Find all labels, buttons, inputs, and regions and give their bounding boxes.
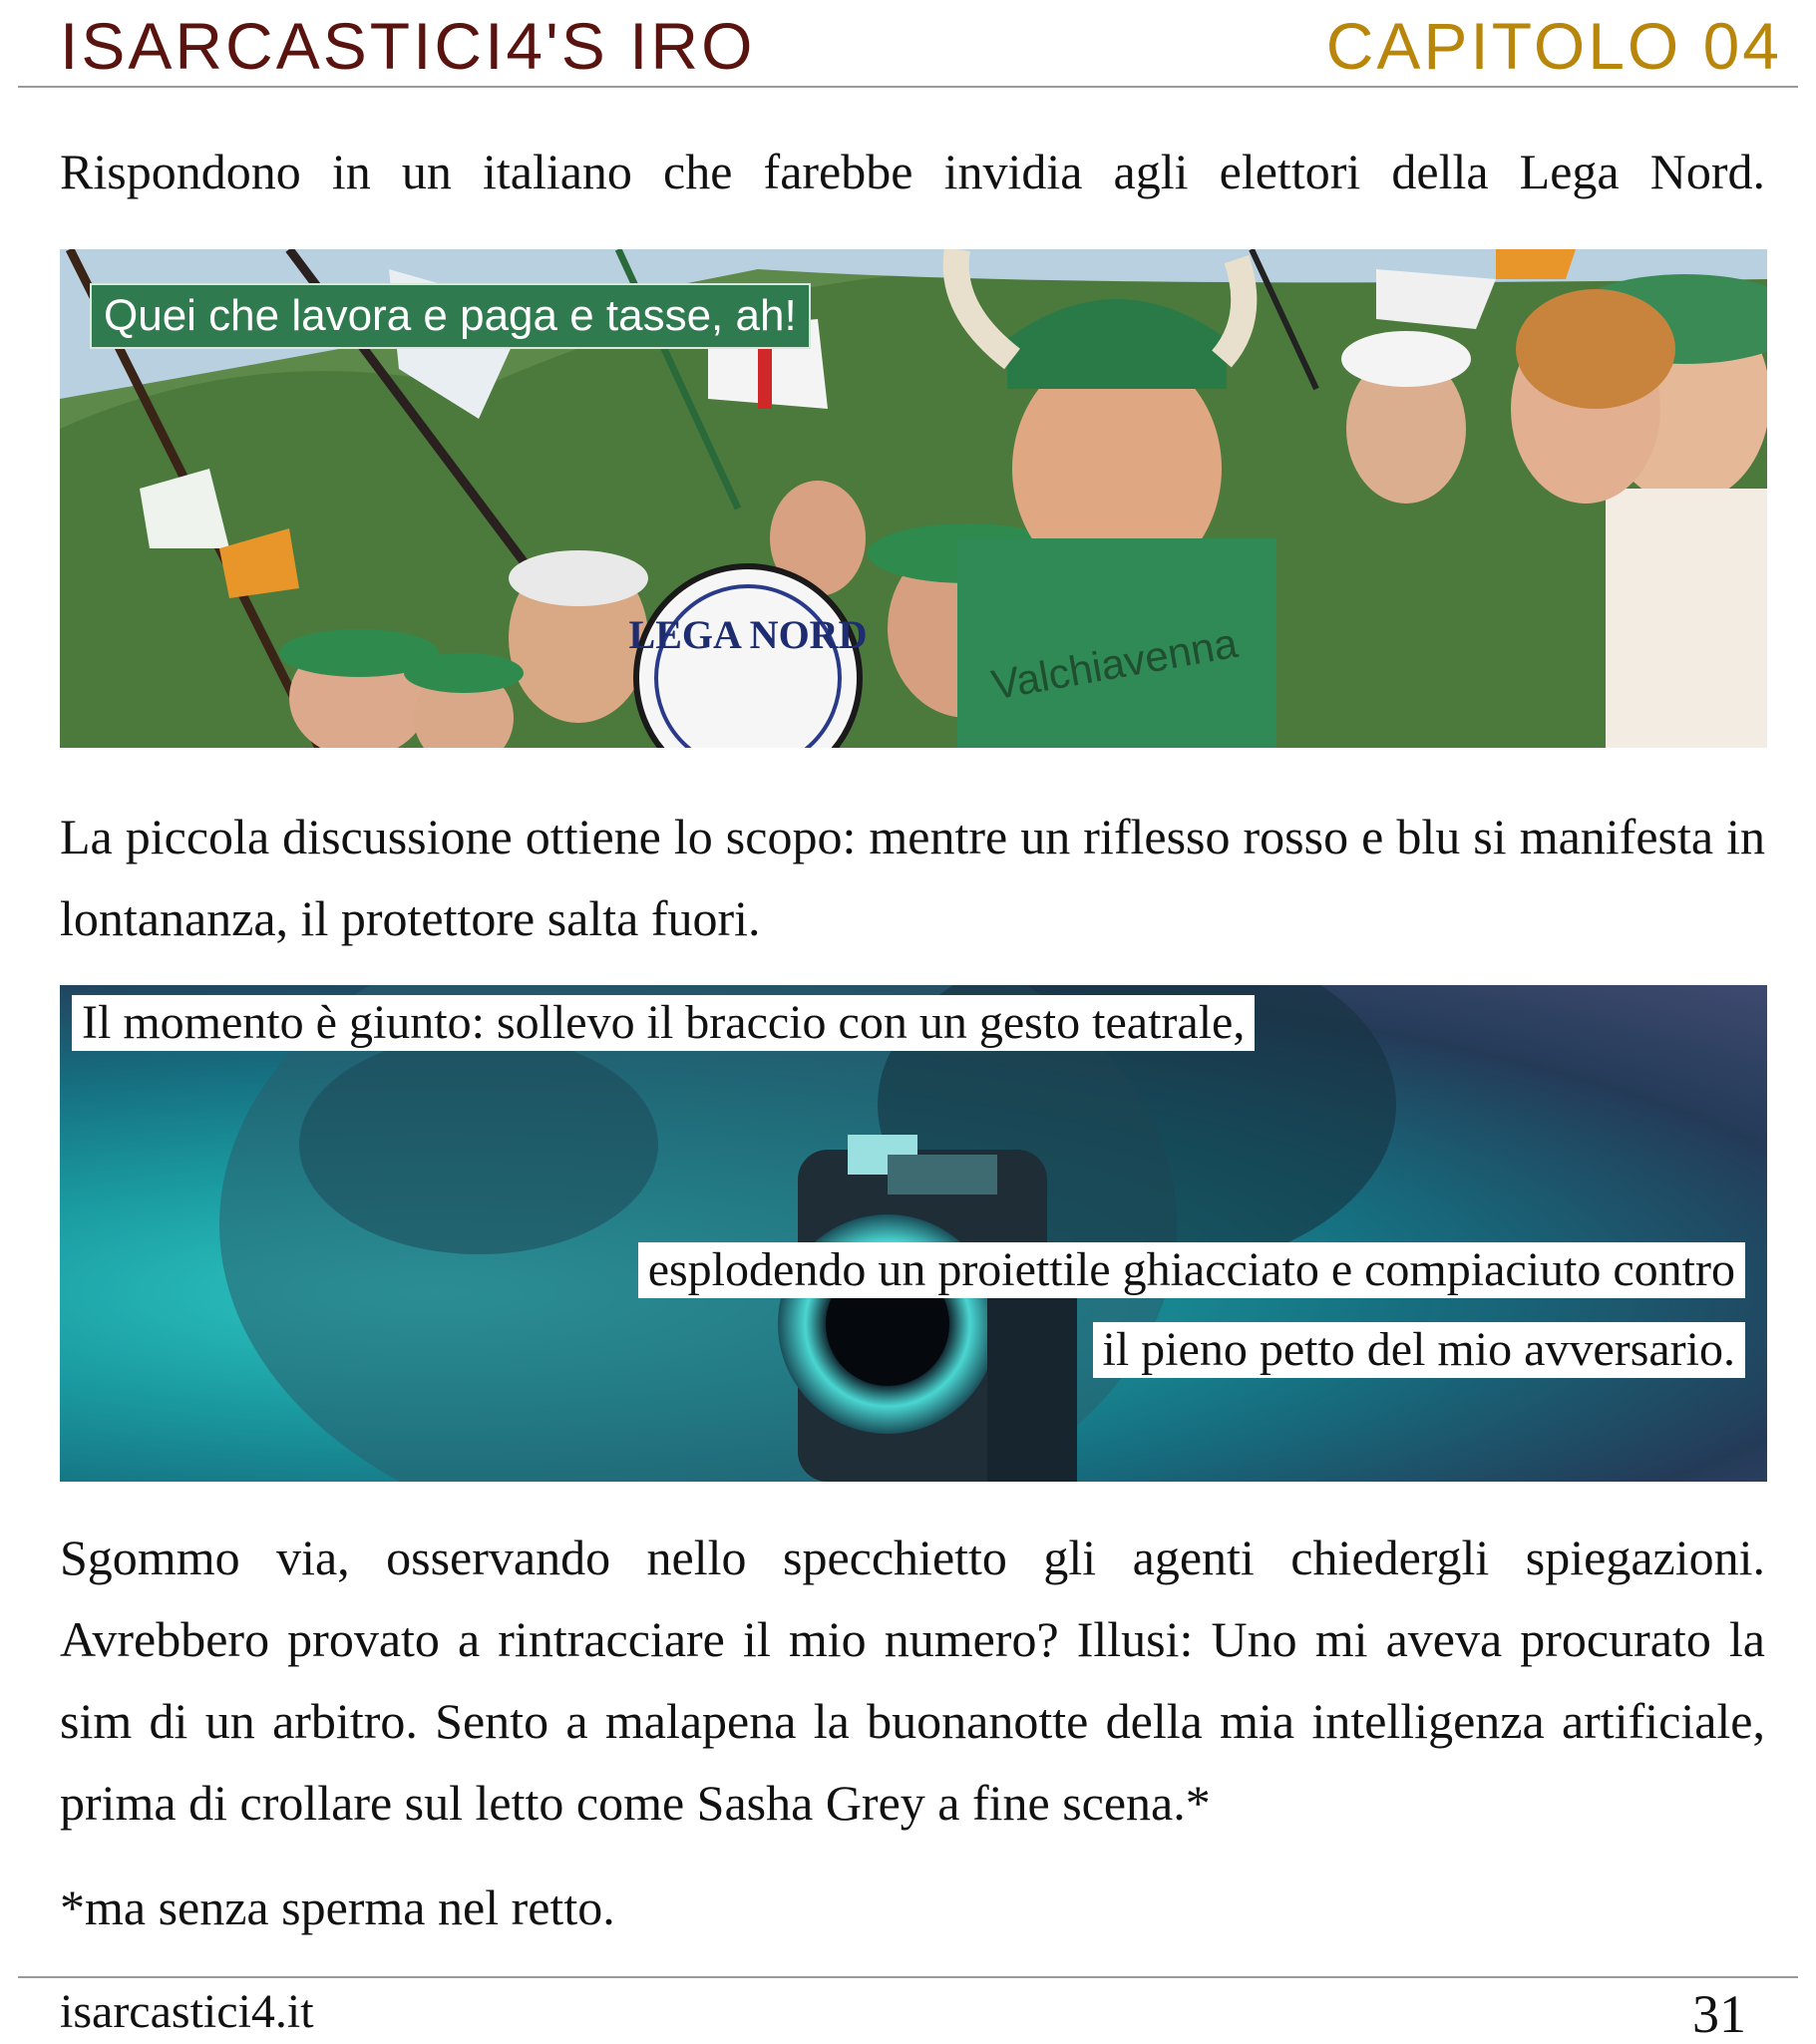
page-number: 31 [1692, 1984, 1746, 2044]
crowd-photo [60, 249, 1767, 748]
gun-caption-1: Il momento è giunto: sollevo il braccio con un gesto teatrale, [72, 995, 1255, 1051]
paragraph-4-footnote: *ma senza sperma nel retto. [60, 1879, 615, 1935]
paragraph-1: Rispondono in un italiano che farebbe invidia agli elettori della Lega Nord. [60, 144, 1765, 199]
crowd-caption: Quei che lavora e paga e tasse, ah! [90, 283, 811, 349]
chapter-title: CAPITOLO 04 [1325, 9, 1782, 83]
gun-photo [60, 985, 1767, 1482]
gun-caption-3: il pieno petto del mio avversario. [1093, 1322, 1746, 1378]
footer-site: isarcastici4.it [60, 1985, 314, 2038]
paragraph-2: La piccola discussione ottiene lo scopo: mentre un riflesso rosso e blu si manifesta in lontananza, il protettore salta fuori. [60, 809, 1765, 946]
header-divider [18, 86, 1798, 88]
drum-text: LEGA NORD [628, 612, 868, 657]
paragraph-3: Sgommo via, osservando nello specchietto gli agenti chiedergli spiegazioni. Avrebbero provato a rintracciare il mio numero? Illusi: Uno mi aveva procurato la sim di un arbitro. Sento a malapena la buonanotte della mia intelligenza artificiale, prima di crollare sul letto come Sasha Grey a fine scena.* [60, 1530, 1765, 1831]
book-title: ISARCASTICI4'S IRO [60, 9, 756, 83]
gun-caption-2: esplodendo un proiettile ghiacciato e compiaciuto contro [638, 1242, 1745, 1298]
gun-illustration [60, 985, 1767, 1482]
footer-divider [18, 1976, 1798, 1978]
shirt-text: Valchiavenna [987, 618, 1242, 709]
